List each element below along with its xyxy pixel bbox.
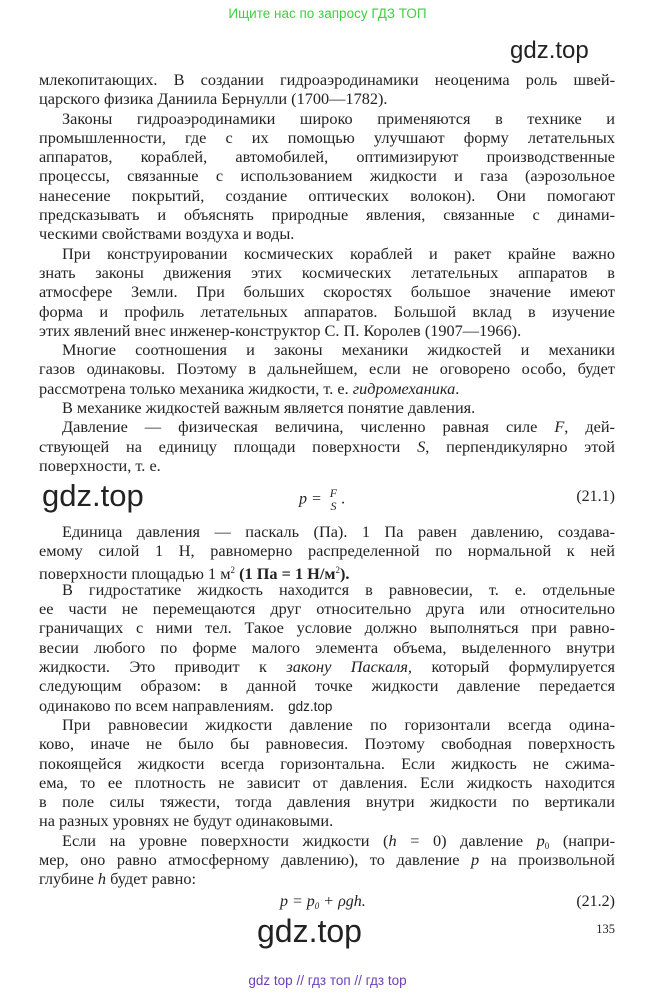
watermark-top: gdz.top <box>510 37 589 64</box>
text-line <box>39 850 615 869</box>
text-segment: который формулируется <box>412 657 615 677</box>
text-segment: 0 <box>544 840 550 851</box>
text-line <box>39 437 615 456</box>
search-banner[interactable]: Ищите нас по запросу ГДЗ ТОП <box>228 6 427 21</box>
text-line: царского физика Даниила Бернулли (1700—1782). <box>39 89 388 109</box>
text-line: газов одинаковы. Поэтому в дальнейшем, если не оговорено особо, будет <box>39 359 615 379</box>
text-line: атмосфере Земли. При больших скоростях большое значение имеют <box>39 282 615 302</box>
text-segment: 2 <box>335 564 340 575</box>
text-line: аппаратов, кораблей, автомобилей, оптимизируют производственные <box>39 147 615 167</box>
text-line <box>39 869 615 888</box>
text-segment: мер, оно равно атмосферному давлению), то давление <box>39 850 472 870</box>
text-segment: будет равно: <box>106 869 197 889</box>
footer-links[interactable]: gdz top // гдз топ // гдз top <box>248 973 407 988</box>
fraction <box>330 487 337 513</box>
text-segment: закону Паскаля, <box>286 657 412 677</box>
formula-pressure <box>299 487 345 513</box>
text-line: емому силой 1 Н, равномерно распределенной по нормальной к ней <box>39 541 615 561</box>
formula-lhs: p = p <box>280 893 315 910</box>
formula-rhs: + ρgh. <box>319 893 366 910</box>
equation-number: (21.1) <box>576 488 615 505</box>
text-segment: h <box>97 869 107 889</box>
text-line <box>39 696 615 715</box>
text-line: ее части не перемещаются друг относительно друга или относительно <box>39 599 615 619</box>
text-line: предсказывать и объяснять природные явления, связанные с динами- <box>39 205 615 225</box>
text-line <box>39 657 615 676</box>
text-line: процессы, связанные с использованием жидкости и газа (аэрозольное <box>39 166 615 186</box>
text-segment: (1 Па = 1 Н/м <box>235 563 336 583</box>
text-segment: гидромеханика <box>352 378 456 398</box>
text-line: ема, то ее плотность не зависит от давления. Если жидкость находится <box>39 772 615 792</box>
text-line <box>39 561 615 583</box>
text-segment: p <box>471 850 480 870</box>
formula-subscript: 0 <box>314 901 320 911</box>
text-segment: Если на уровне поверхности жидкости ( <box>62 830 389 850</box>
text-segment: = 0) давление <box>396 830 537 850</box>
text-line: следующим образом: в данной точке жидкости давление передается <box>39 676 615 696</box>
text-line: ково, иначе не было бы равновесия. Поэтому свободная поверхность <box>39 734 615 754</box>
text-segment: ствующей на единицу площади поверхности <box>39 436 418 456</box>
text-line <box>39 831 615 850</box>
text-section-2 <box>39 522 615 889</box>
fraction-denominator: S <box>330 499 337 513</box>
text-segment: S <box>417 436 426 456</box>
formula-hydrostatic <box>280 893 366 911</box>
text-line: Законы гидроаэродинамики широко применяются в технике и <box>62 108 615 128</box>
text-line: ческими свойствами воздуха и воды. <box>39 224 295 244</box>
text-segment: h <box>388 830 397 850</box>
text-segment: (напри- <box>549 830 616 850</box>
text-segment: 2 <box>230 564 236 575</box>
watermark-inline: gdz.top <box>288 698 333 714</box>
formula-tail: . <box>341 490 346 508</box>
text-line <box>39 417 615 436</box>
text-line: В механике жидкостей важным является понятие давления. <box>62 398 476 418</box>
text-line: млекопитающих. В создании гидроаэродинамики неоценима роль швей- <box>39 70 615 89</box>
text-segment: одинаково по всем направлениям. <box>39 695 275 715</box>
watermark-bottom: gdz.top <box>257 913 362 949</box>
text-line: в поле силы тяжести, тогда давления внутри жидкости по вертикали <box>39 792 615 812</box>
text-line: Многие соотношения и законы механики жидкостей и механики <box>62 340 615 360</box>
text-line: этих явлений внес инженер-конструктор С. П. Королев (1907—1966). <box>39 320 522 340</box>
text-line <box>39 379 615 398</box>
page-number: 135 <box>596 922 615 936</box>
text-line: форма и профиль летательных аппаратов. Большой вклад в изучение <box>39 301 615 321</box>
text-segment: рассмотрена только механика жидкости, т. е. <box>39 378 353 398</box>
text-segment: ). <box>339 563 350 583</box>
formula-lhs: p = <box>299 490 322 508</box>
text-segment: , перпендикулярно этой <box>425 436 615 456</box>
text-segment: Давление — физическая величина, численно равная силе <box>62 417 555 437</box>
text-line: поверхности, т. е. <box>39 455 161 475</box>
text-line: Единица давления — паскаль (Па). 1 Па равен давлению, создава- <box>62 522 615 541</box>
text-segment: на произвольной <box>479 850 615 870</box>
text-line: покоящейся жидкости всегда горизонтальна. Если жидкость не сжима- <box>39 753 615 773</box>
text-segment: p <box>536 830 545 850</box>
fraction-numerator: F <box>329 486 338 500</box>
text-segment: , дей- <box>564 417 615 437</box>
text-segment: жидкости. Это приводит к <box>39 657 287 677</box>
text-line: граничащих с ними тел. Такое условие должно выполняться при равно- <box>39 618 615 638</box>
text-line: При равновесии жидкости давление по горизонтали всегда одина- <box>62 714 615 734</box>
text-line: промышленности, где с их помощью улучшают форму летательных <box>39 127 615 147</box>
text-segment: глубине <box>39 869 98 889</box>
text-line: на разных уровнях не будут одинаковыми. <box>39 811 334 831</box>
text-segment: F <box>554 417 565 437</box>
watermark-left: gdz.top <box>42 478 144 513</box>
text-segment: поверхности площадью 1 м <box>39 563 231 583</box>
text-line: В гидростатике жидкость находится в равновесии, т. е. отдельные <box>62 579 615 599</box>
text-line: знать законы движения этих космических летательных аппаратов в <box>39 262 615 282</box>
text-line: При конструировании космических кораблей и ракет крайне важно <box>62 243 615 263</box>
text-line: нанесение покрытий, создание оптических волокон). Они помогают <box>39 185 615 205</box>
equation-number: (21.2) <box>576 893 615 910</box>
text-segment: . <box>455 378 460 398</box>
text-section-1 <box>39 70 615 475</box>
text-line: весии любого по форме малого элемента объема, выделенного внутри <box>39 637 615 657</box>
